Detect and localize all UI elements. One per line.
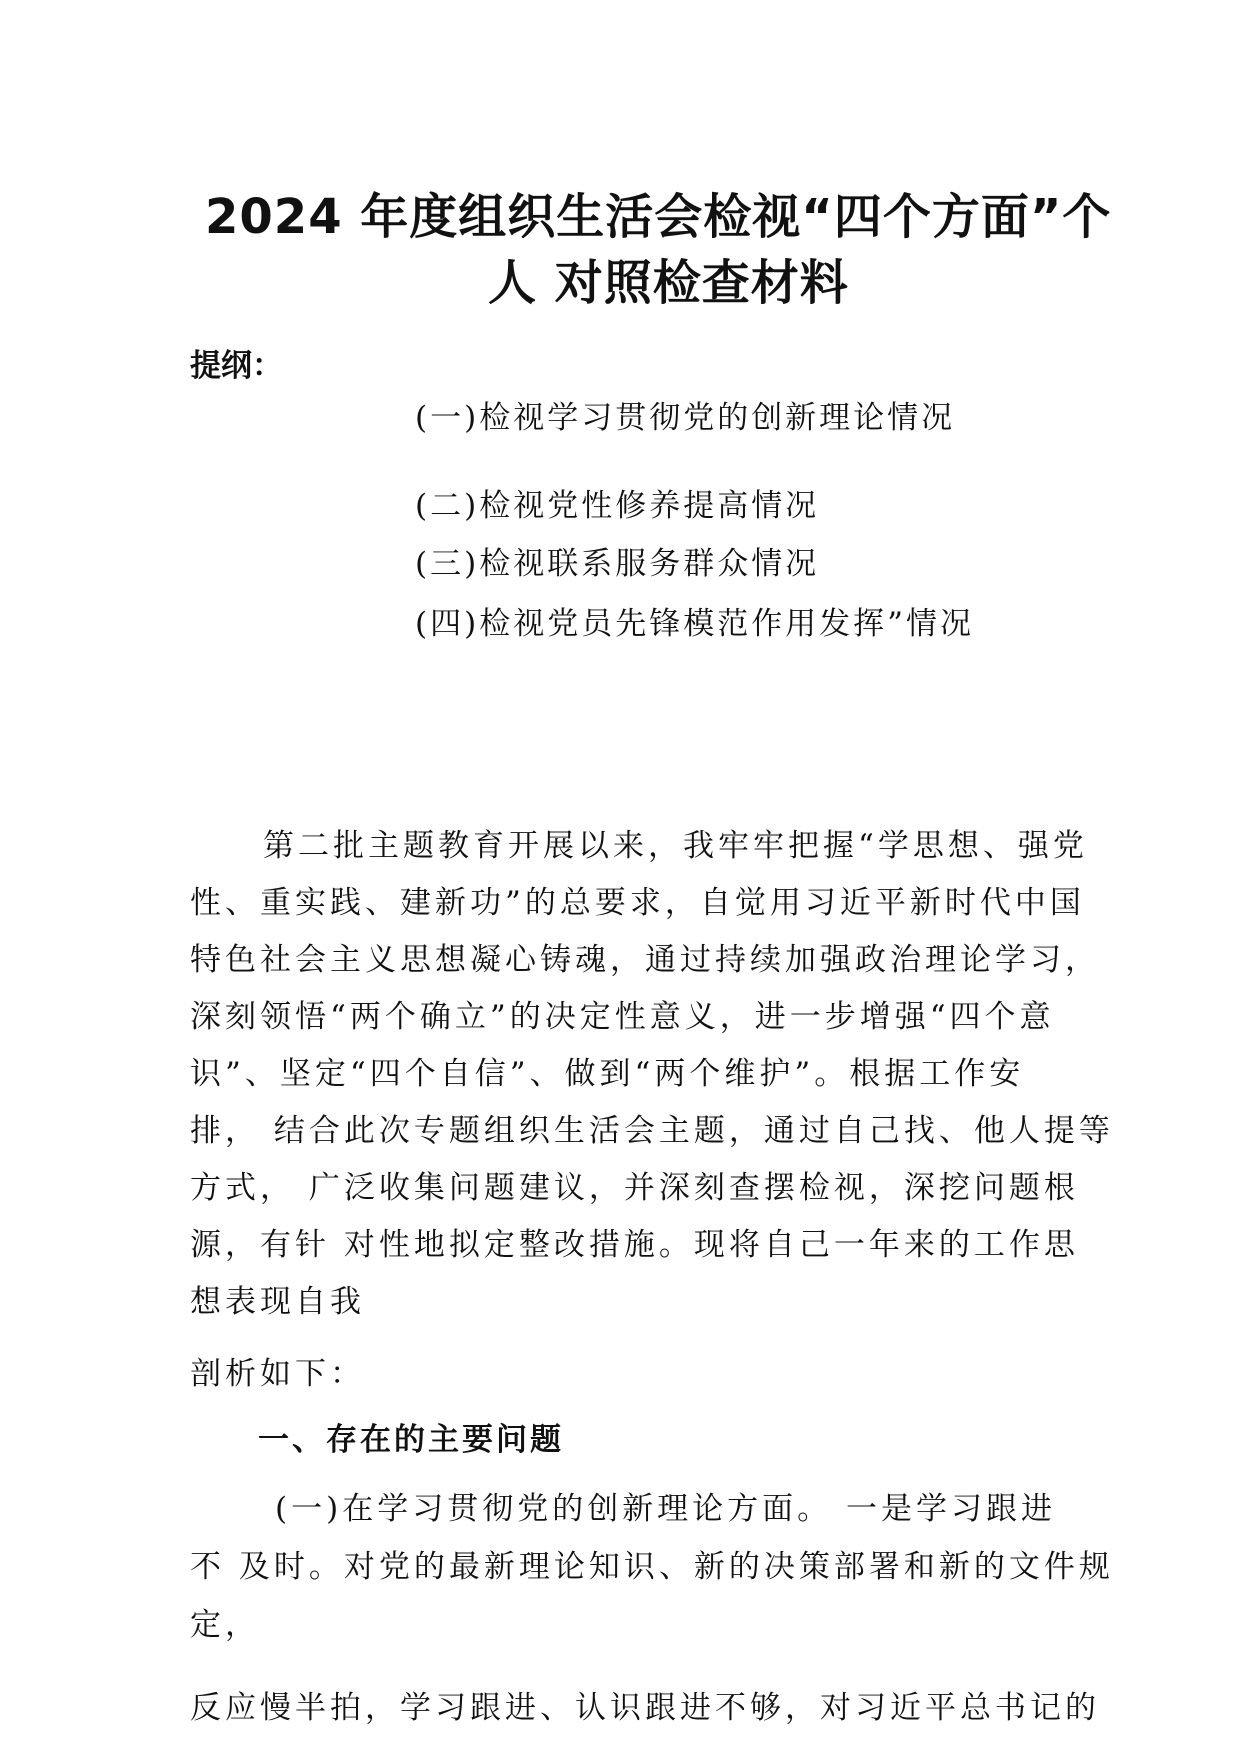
document-title-line-2: 人 对照检查材料	[488, 255, 849, 311]
paragraph-line: 源，有针 对性地拟定整改措施。现将自己一年来的工作思	[190, 1227, 1079, 1263]
paragraph-line: 方式， 广泛收集问题建议，并深刻查摆检视，深挖问题根	[190, 1170, 1079, 1206]
outline-item-4: (四)检视党员先锋模范作用发挥”情况	[415, 606, 975, 642]
outline-item-1: (一)检视学习贯彻党的创新理论情况	[415, 400, 956, 436]
section-heading: 一、存在的主要问题	[258, 1422, 564, 1458]
paragraph-line: 排， 结合此次专题组织生活会主题，通过自己找、他人提等	[190, 1113, 1114, 1149]
paragraph-line: 特色社会主义思想凝心铸魂，通过持续加强政治理论学习，	[190, 942, 1100, 978]
paragraph-line: 剖析如下：	[190, 1356, 365, 1392]
document-title-line-1: 2024 年度组织生活会检视“四个方面”个	[205, 189, 1112, 245]
outline-label: 提纲：	[190, 348, 283, 384]
section-line: 反应慢半拍，学习跟进、认识跟进不够，对习近平总书记的	[190, 1690, 1100, 1726]
section-line: 定，	[190, 1607, 260, 1643]
outline-item-2: (二)检视党性修养提高情况	[415, 488, 820, 524]
paragraph-line: 深刻领悟“两个确立”的决定性意义，进一步增强“四个意	[190, 999, 1055, 1035]
section-line: (一)在学习贯彻党的创新理论方面。 一是学习跟进	[275, 1491, 1057, 1527]
paragraph-line: 想表现自我	[190, 1284, 365, 1320]
section-line: 不 及时。对党的最新理论知识、新的决策部署和新的文件规	[190, 1549, 1114, 1585]
paragraph-line: 识”、坚定“四个自信”、做到“两个维护”。根据工作安	[190, 1056, 1025, 1092]
outline-item-3: (三)检视联系服务群众情况	[415, 546, 820, 582]
paragraph-line: 性、重实践、建新功”的总要求，自觉用习近平新时代中国	[190, 885, 1085, 921]
paragraph-line: 第二批主题教育开展以来，我牢牢把握“学思想、强党	[263, 828, 1088, 864]
